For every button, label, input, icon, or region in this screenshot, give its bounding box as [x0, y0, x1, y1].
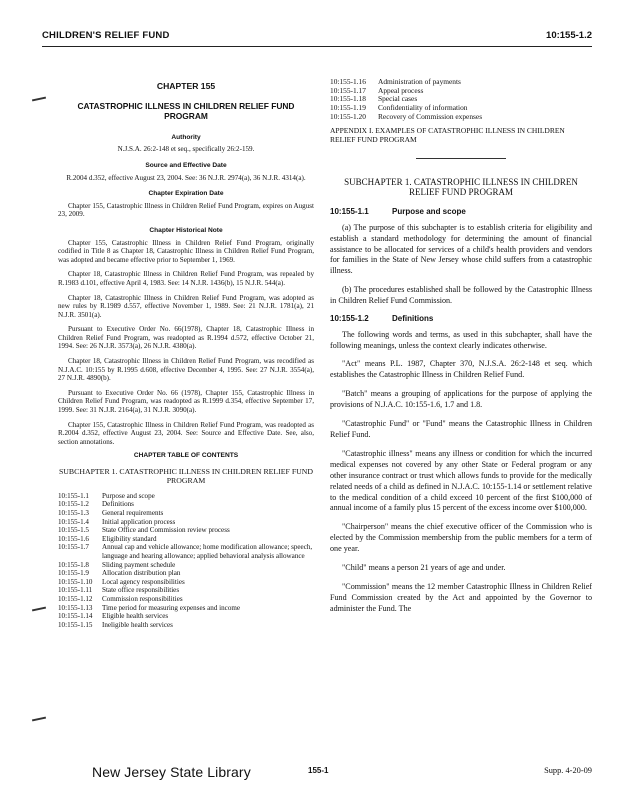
- history-note: Chapter 18, Catastrophic Illness in Children Relief Fund Program, was repealed by R.1983 d.101, effective April 4, 1983. See: 14 N.J.R. 1436(b), 15 N.J.R. 544(a).: [58, 270, 314, 287]
- section-divider: [416, 158, 506, 159]
- toc-entry: [58, 492, 314, 501]
- authority-label: Authority: [171, 133, 201, 141]
- section-heading-1-2: [330, 315, 592, 324]
- toc-section-number: 10:155-1.9: [58, 569, 89, 578]
- toc-entry: [58, 569, 314, 578]
- toc-list: [58, 492, 314, 630]
- toc-entry: [58, 509, 314, 518]
- definition-entry: "Catastrophic illness" means any illness or condition for which the incurred medical expenses not covered by any other State or Federal program or any other insurance contract or trust which allows funds to provide for the medically related needs of a child as defined in N.J.A.C. 10:155-1.14 or settlement relative to the medical condition of a child exceed 10 percent of the first $100,000 of annual income of a family plus 15 percent of the excess income over $100,000.: [330, 448, 592, 513]
- toc-section-title: Definitions: [102, 500, 134, 509]
- toc-entry: [330, 87, 592, 96]
- toc-section-title: General requirements: [102, 509, 164, 517]
- header-title: CHILDREN'S RELIEF FUND: [42, 30, 170, 41]
- toc-section-number: 10:155-1.19: [330, 103, 366, 113]
- history-note: Pursuant to Executive Order No. 66(1978), Chapter 18, Catastrophic Illness in Children Relief Fund Program, was readopted as R.1994 d.572, effective October 21, 1994. See: 26 N.J.R. 3573(a), 26 N.J.R. 4380(a).: [58, 325, 314, 351]
- expiration-text: Chapter 155, Catastrophic Illness in Children Relief Fund Program, expires on August 23, 2009.: [58, 201, 314, 219]
- toc-entry: [58, 586, 314, 595]
- toc-entry: [58, 604, 314, 613]
- toc-section-number: 10:155-1.2: [58, 500, 89, 509]
- toc-section-number: 10:155-1.5: [58, 526, 89, 535]
- chapter-title: CATASTROPHIC ILLNESS IN CHILDREN RELIEF FUND PROGRAM: [77, 100, 295, 122]
- toc-entry: [58, 621, 314, 630]
- toc-entry: [58, 543, 314, 560]
- history-note: Pursuant to Executive Order No. 66 (1978), Chapter 155, Catastrophic Illness in Children Relief Fund Program, was readopted as R.1999 d.354, effective September 17, 1999. See: 31 N.J.R. 2164(a), 31 N.J.R. 3090(a).: [58, 388, 314, 415]
- toc-section-number: 10:155-1.14: [58, 612, 93, 621]
- section-number: 10:155-1.1: [330, 207, 369, 217]
- section-heading-1-1: [330, 208, 592, 217]
- header-rule: [42, 46, 592, 47]
- toc-section-title: State office responsibilities: [102, 586, 180, 595]
- toc-section-number: 10:155-1.3: [58, 509, 89, 517]
- margin-mark: [32, 607, 46, 612]
- toc-entry: [58, 535, 314, 544]
- section-title: Purpose and scope: [392, 207, 466, 217]
- toc-section-number: 10:155-1.6: [58, 534, 89, 543]
- supplement-date: Supp. 4-20-09: [544, 766, 592, 775]
- toc-entry: [58, 612, 314, 621]
- authority-text: N.J.S.A. 26:2-148 et seq., specifically 26:2-159.: [117, 145, 255, 154]
- toc-section-number: 10:155-1.10: [58, 577, 93, 586]
- source-label: Source and Effective Date: [145, 161, 227, 169]
- toc-section-title: Special cases: [378, 94, 418, 104]
- left-column: [58, 82, 314, 629]
- toc-section-title: Appeal process: [378, 85, 424, 95]
- toc-section-number: 10:155-1.11: [58, 586, 93, 595]
- toc-entry: [58, 595, 314, 604]
- toc-heading: CHAPTER TABLE OF CONTENTS: [133, 452, 239, 460]
- history-note: Chapter 155, Catastrophic Illness in Children Relief Fund Program, was readopted as R.2004 d.352, effective August 23, 2004. See: Source and Effective Date. See, also, section annotations.: [58, 420, 314, 446]
- definition-entry: "Act" means P.L. 1987, Chapter 370, N.J.S.A. 26:2-148 et seq. which establishes the Catastrophic Illness in Children Relief Fund.: [330, 359, 592, 380]
- toc-section-title: Eligible health services: [102, 612, 169, 621]
- toc-section-title: Initial application process: [102, 517, 176, 526]
- history-note: Chapter 155, Catastrophic Illness in Children Relief Fund Program, originally codified in Title 8 as Chapter 18, Catastrophic Illness in Children Relief Fund Program, was adopted and became effective prior to September 1, 1969.: [58, 238, 314, 264]
- toc-section-title: Allocation distribution plan: [102, 569, 181, 578]
- toc-section-title: Eligibility standard: [102, 534, 157, 543]
- toc-entry: [330, 78, 592, 87]
- toc-section-number: 10:155-1.17: [330, 85, 366, 95]
- definition-entry: "Commission" means the 12 member Catastrophic Illness in Children Relief Fund Commission created by the Act and appointed by the Governor to administer the Fund. The: [330, 581, 592, 613]
- toc-entry: [58, 518, 314, 527]
- toc-section-number: 10:155-1.7: [58, 543, 89, 552]
- toc-section-title: Time period for measuring expenses and income: [102, 603, 241, 612]
- toc-section-number: 10:155-1.8: [58, 560, 89, 569]
- history-label: Chapter Historical Note: [149, 226, 223, 234]
- section-title: Definitions: [392, 314, 434, 324]
- toc-section-number: 10:155-1.13: [58, 603, 93, 612]
- definitions: [330, 330, 592, 615]
- purpose-paragraph-b: (b) The procedures established shall be followed by the Catastrophic Illness in Children Relief Fund Commission.: [330, 285, 592, 306]
- toc-section-title: Ineligible health services: [102, 620, 173, 629]
- running-header: [42, 30, 592, 44]
- definition-entry: "Child" means a person 21 years of age and under.: [342, 563, 506, 573]
- subchapter-heading: SUBCHAPTER 1. CATASTROPHIC ILLNESS IN CHILDREN RELIEF FUND PROGRAM: [344, 176, 578, 198]
- toc-section-title: Recovery of Commission expenses: [378, 111, 483, 121]
- definitions-intro: The following words and terms, as used in this subchapter, shall have the following meanings, unless the context clearly indicates otherwise.: [330, 329, 592, 350]
- chapter-number: CHAPTER 155: [156, 81, 216, 91]
- toc-section-number: 10:155-1.4: [58, 517, 89, 526]
- toc-section-title: Local agency responsibilities: [102, 577, 185, 586]
- toc-entry: [330, 113, 592, 122]
- toc-section-number: 10:155-1.20: [330, 111, 366, 121]
- page-number: 155-1: [308, 766, 329, 775]
- toc-section-title: Administration of payments: [378, 77, 461, 86]
- definition-entry: "Catastrophic Fund" or "Fund" means the Catastrophic Illness in Children Relief Fund.: [330, 419, 592, 439]
- library-logo: New Jersey State Library: [92, 764, 251, 780]
- header-section: 10:155-1.2: [546, 30, 592, 41]
- section-number: 10:155-1.2: [330, 314, 369, 324]
- toc-section-number: 10:155-1.1: [58, 491, 89, 500]
- toc-section-title: Commission responsibilities: [102, 594, 183, 603]
- toc-entry: [58, 500, 314, 509]
- margin-mark: [32, 97, 46, 102]
- toc-entry: [58, 526, 314, 535]
- toc-list-continued: [330, 78, 592, 122]
- toc-section-number: 10:155-1.16: [330, 77, 366, 86]
- toc-entry: [58, 578, 314, 587]
- purpose-paragraph-a: (a) The purpose of this subchapter is to establish criteria for eligibility and establish a standard methodology for determining the amount of financial assistance to be allocated for services of a child's health providers and vendors for families in the State of New Jersey whose child suffers from a catastrophic illness.: [330, 222, 592, 276]
- toc-entry: [58, 561, 314, 570]
- toc-section-title: Confidentiality of information: [378, 103, 468, 113]
- toc-section-title: Annual cap and vehicle allowance; home modification allowance; speech, language and hearing allowance; applied behavioral analysis allowance: [102, 543, 313, 560]
- toc-section-number: 10:155-1.12: [58, 594, 93, 603]
- right-column: [330, 78, 592, 623]
- history-note: Chapter 18, Catastrophic Illness in Children Relief Fund Program, was adopted as new rules by R.1989 d.557, effective November 1, 1989. See: 21 N.J.R. 1781(a), 21 N.J.R. 3501(a).: [58, 293, 314, 319]
- appendix-entry: APPENDIX I. EXAMPLES OF CATASTROPHIC ILLNESS IN CHILDREN RELIEF FUND PROGRAM: [330, 125, 565, 144]
- historical-notes: [58, 239, 314, 447]
- source-text: R.2004 d.352, effective August 23, 2004. See: 36 N.J.R. 2974(a), 36 N.J.R. 4314(a).: [66, 173, 306, 182]
- margin-mark: [32, 717, 46, 722]
- toc-subchapter: SUBCHAPTER 1. CATASTROPHIC ILLNESS IN CHILDREN RELIEF FUND PROGRAM: [58, 467, 314, 486]
- toc-section-title: Purpose and scope: [102, 491, 155, 500]
- expiration-label: Chapter Expiration Date: [148, 190, 224, 198]
- toc-section-title: State Office and Commission review process: [102, 526, 230, 535]
- toc-section-number: 10:155-1.18: [330, 94, 366, 104]
- definition-entry: "Batch" means a grouping of applications for the purpose of applying the provisions of N.J.A.C. 10:155-1.6, 1.7 and 1.8.: [330, 389, 592, 410]
- toc-section-title: Sliding payment schedule: [102, 560, 176, 569]
- toc-section-number: 10:155-1.15: [58, 620, 93, 629]
- definition-entry: "Chairperson" means the chief executive officer of the Commission who is elected by the Commission membership from the public members for a term of one year.: [330, 522, 592, 554]
- history-note: Chapter 18, Catastrophic Illness in Children Relief Fund Program, was recodified as N.J.A.C. 10:155 by R.1995 d.608, effective December 4, 1995. See: 27 N.J.R. 3554(a), 27 N.J.R. 4890(b).: [58, 357, 314, 383]
